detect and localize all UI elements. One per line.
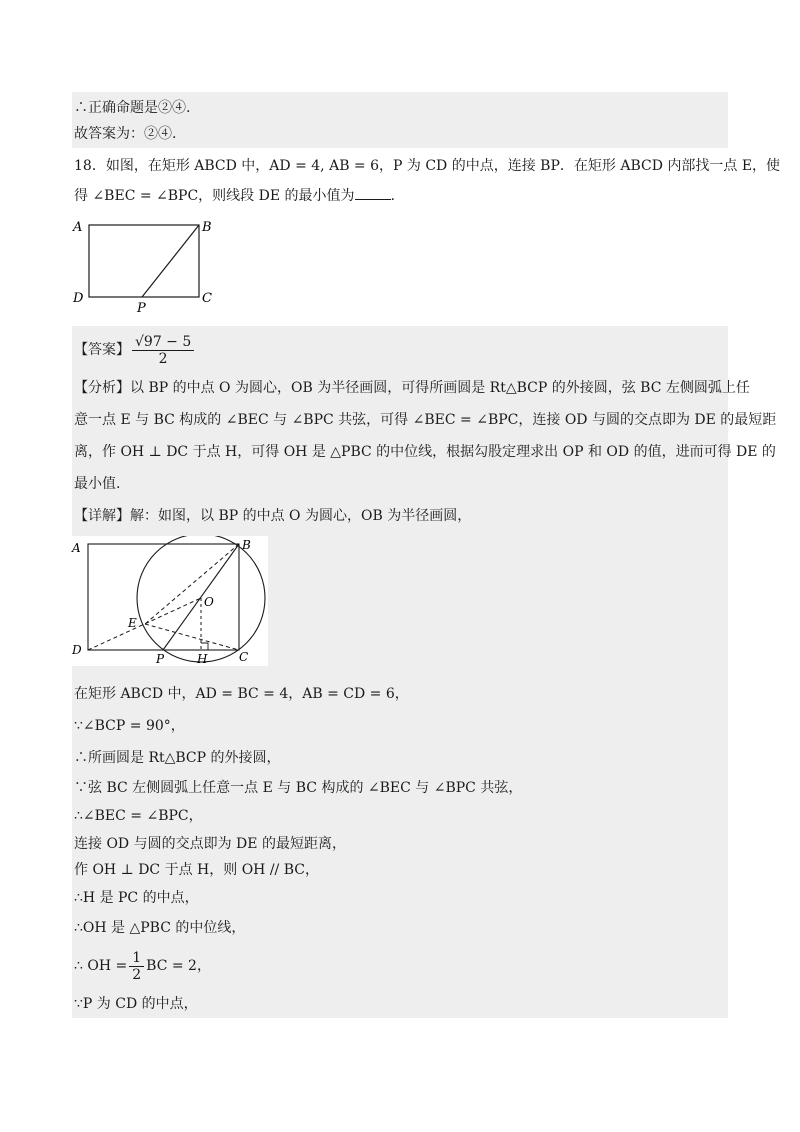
step-2: ∵∠BCP = 90°， (74, 718, 185, 734)
figure1-label-p: P (137, 301, 146, 315)
answer-blank (355, 199, 391, 200)
answer-line (74, 332, 196, 368)
figure2-label-o: O (204, 595, 214, 609)
figure2-label-c: C (239, 650, 249, 664)
prev-conclusion: ∴正确命题是②④. (74, 100, 191, 116)
problem-line-2-text: 得 ∠BEC = ∠BPC，则线段 DE 的最小值为 (74, 188, 355, 204)
step-fraction-suffix: BC = 2， (146, 958, 211, 974)
figure1-label-b: B (202, 220, 212, 235)
prev-answer: 故答案为：②④. (74, 126, 177, 142)
answer-fraction (132, 334, 194, 367)
figure2-label-e: E (128, 616, 137, 630)
step-4: ∵弦 BC 左侧圆弧上任意一点 E 与 BC 构成的 ∠BEC 与 ∠BPC 共弦， (74, 780, 523, 796)
step-fraction (74, 948, 211, 984)
problem-line-2 (74, 186, 395, 206)
analysis-line-3: 离，作 OH ⊥ DC 于点 H，可得 OH 是 △PBC 的中位线，根据勾股定理求出 OP 和 OD 的值，进而可得 DE 的 (74, 444, 776, 460)
step-3: ∴所画圆是 Rt△BCP 的外接圆， (74, 750, 281, 766)
problem-line-2-end: . (390, 188, 395, 204)
figure2-label-b: B (242, 538, 251, 552)
answer-denominator: 2 (158, 350, 168, 367)
figure2-label-d: D (72, 643, 82, 657)
figure2-label-p: P (156, 652, 165, 666)
half-denominator: 2 (132, 966, 142, 983)
step-fraction-prefix: ∴ OH = (74, 958, 128, 974)
step-6: 连接 OD 与圆的交点即为 DE 的最短距离， (74, 836, 346, 852)
figure-circle-construction (68, 536, 268, 666)
step-1: 在矩形 ABCD 中，AD = BC = 4，AB = CD = 6， (74, 686, 409, 702)
detail-intro: 【详解】解：如图，以 BP 的中点 O 为圆心，OB 为半径画圆， (74, 508, 472, 524)
step-9: ∴OH 是 △PBC 的中位线， (74, 920, 246, 936)
figure-rectangle (70, 215, 220, 315)
figure1-label-a: A (73, 220, 83, 235)
step-8: ∴H 是 PC 的中点， (74, 890, 199, 906)
step-last: ∵P 为 CD 的中点， (74, 996, 198, 1012)
answer-tag: 【答案】 (74, 342, 130, 358)
half-fraction (129, 950, 144, 983)
half-numerator: 1 (129, 950, 144, 967)
figure2-label-h: H (197, 652, 208, 666)
analysis-line-1: 【分析】以 BP 的中点 O 为圆心，OB 为半径画圆，可得所画圆是 Rt△BCP 的外接圆，弦 BC 左侧圆弧上任 (74, 380, 750, 396)
answer-numerator: √97 − 5 (132, 334, 194, 351)
figure1-label-c: C (202, 291, 212, 306)
figure1-label-d: D (73, 291, 84, 306)
problem-line-1: 18．如图，在矩形 ABCD 中，AD = 4, AB = 6，P 为 CD 的中点，连接 BP．在矩形 ABCD 内部找一点 E，使 (74, 158, 781, 174)
figure2-label-a: A (72, 541, 81, 555)
step-7: 作 OH ⊥ DC 于点 H，则 OH // BC， (74, 862, 319, 878)
step-5: ∴∠BEC = ∠BPC， (74, 808, 203, 824)
analysis-line-2: 意一点 E 与 BC 构成的 ∠BEC 与 ∠BPC 共弦，可得 ∠BEC = ∠BPC，连接 OD 与圆的交点即为 DE 的最短距 (74, 412, 777, 428)
analysis-line-4: 最小值. (74, 476, 121, 492)
